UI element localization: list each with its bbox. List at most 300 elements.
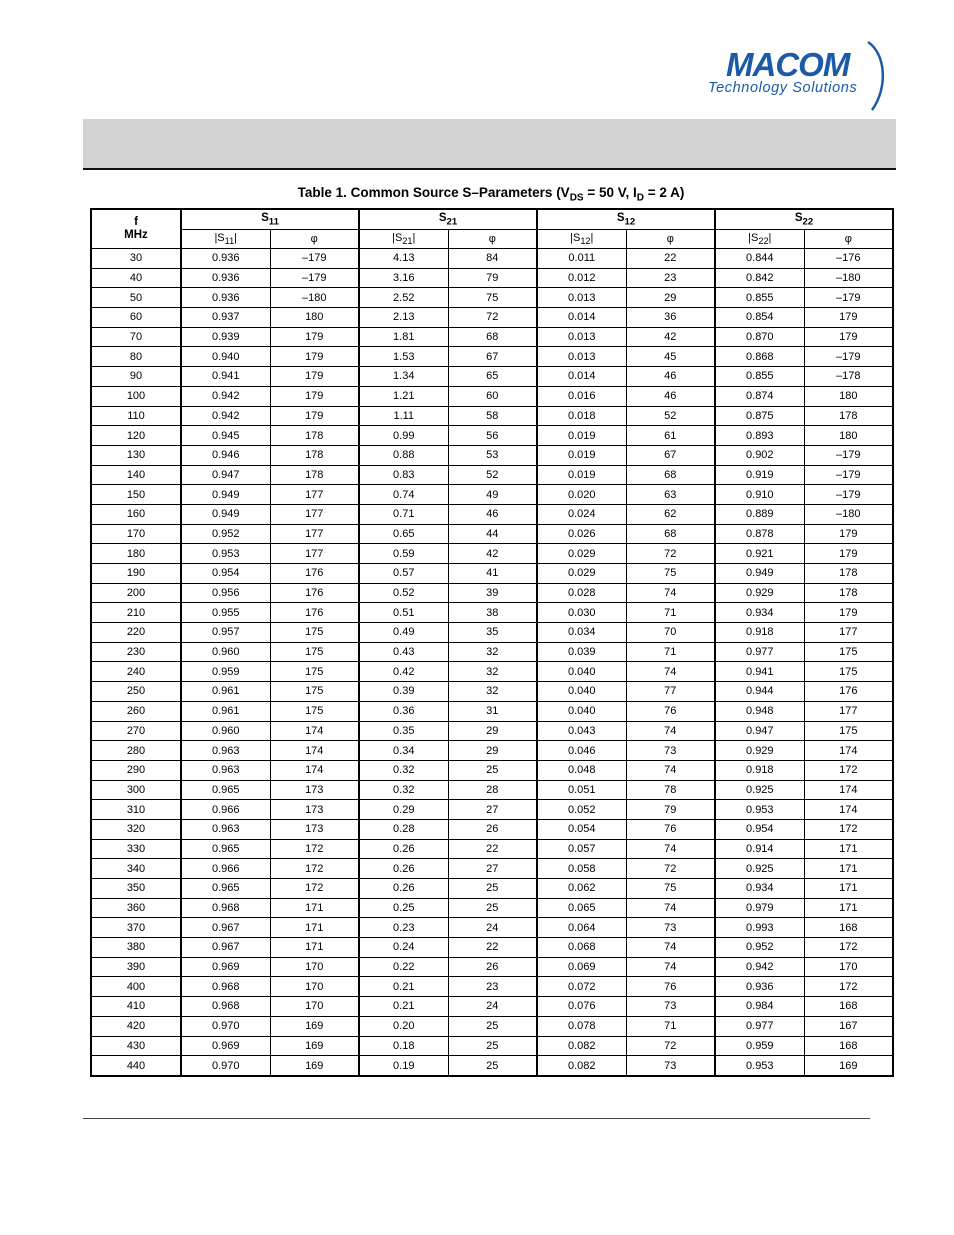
s11-phase-cell: 174 xyxy=(270,760,359,780)
s12-phase-cell: 71 xyxy=(626,1016,715,1036)
s12-mag-cell: 0.024 xyxy=(537,504,626,524)
s21-mag-cell: 0.65 xyxy=(359,524,448,544)
table-row xyxy=(91,367,893,387)
s22-mag-cell: 0.953 xyxy=(715,800,804,820)
s11-phase-cell: 173 xyxy=(270,780,359,800)
s22-mag-cell: 0.944 xyxy=(715,682,804,702)
table-row xyxy=(91,308,893,328)
s21-mag-cell: 0.52 xyxy=(359,583,448,603)
s11-mag-cell: 0.963 xyxy=(181,819,270,839)
s11-phase-cell: 169 xyxy=(270,1056,359,1076)
s11-mag-cell: 0.966 xyxy=(181,800,270,820)
s22-phase-cell: 178 xyxy=(804,564,893,584)
frequency-cell: 270 xyxy=(91,721,181,741)
s21-mag-cell: 3.16 xyxy=(359,268,448,288)
s21-phase-cell: 35 xyxy=(448,623,537,643)
s11-phase-cell: 173 xyxy=(270,819,359,839)
s21-mag-cell: 0.88 xyxy=(359,445,448,465)
frequency-cell: 140 xyxy=(91,465,181,485)
s22-phase-cell: –179 xyxy=(804,288,893,308)
s11-phase-cell: 170 xyxy=(270,957,359,977)
s22-mag-cell: 0.948 xyxy=(715,701,804,721)
s12-phase-cell: 46 xyxy=(626,367,715,387)
frequency-cell: 230 xyxy=(91,642,181,662)
table-row xyxy=(91,642,893,662)
s22-phase-cell: 180 xyxy=(804,386,893,406)
s22-mag-cell: 0.929 xyxy=(715,583,804,603)
s12-mag-cell: 0.082 xyxy=(537,1036,626,1056)
s12-phase-cell: 79 xyxy=(626,800,715,820)
s11-mag-cell: 0.967 xyxy=(181,938,270,958)
s11-mag-cell: 0.960 xyxy=(181,721,270,741)
s12-phase-cell: 76 xyxy=(626,701,715,721)
s12-phase-cell: 68 xyxy=(626,524,715,544)
frequency-cell: 200 xyxy=(91,583,181,603)
s12-phase-cell: 23 xyxy=(626,268,715,288)
s11-mag-cell: 0.968 xyxy=(181,997,270,1017)
s22-phase-cell: –180 xyxy=(804,268,893,288)
s12-mag-cell: 0.040 xyxy=(537,662,626,682)
s22-mag-cell: 0.979 xyxy=(715,898,804,918)
s12-mag-cell: 0.019 xyxy=(537,445,626,465)
group-header-s11: $S_{11}$ xyxy=(181,209,359,230)
s21-mag-cell: 0.19 xyxy=(359,1056,448,1076)
s11-phase-cell: 180 xyxy=(270,308,359,328)
s22-phase-cell: 177 xyxy=(804,623,893,643)
s11-mag-cell: 0.936 xyxy=(181,268,270,288)
s21-phase-cell: 27 xyxy=(448,859,537,879)
frequency-cell: 420 xyxy=(91,1016,181,1036)
logo-wordmark: MACOM xyxy=(726,46,850,83)
s21-mag-cell: 0.83 xyxy=(359,465,448,485)
s21-mag-cell: 0.34 xyxy=(359,741,448,761)
group-header-row xyxy=(91,209,893,230)
s11-phase-cell: 173 xyxy=(270,800,359,820)
s22-mag-cell: 0.855 xyxy=(715,367,804,387)
s22-phase-cell: 172 xyxy=(804,977,893,997)
s11-phase-cell: 175 xyxy=(270,662,359,682)
s22-phase-cell: 168 xyxy=(804,1036,893,1056)
s22-phase-cell: 172 xyxy=(804,819,893,839)
s22-mag-cell: 0.947 xyxy=(715,721,804,741)
table-row xyxy=(91,583,893,603)
frequency-cell: 150 xyxy=(91,485,181,505)
s11-mag-cell: 0.961 xyxy=(181,682,270,702)
s11-phase-cell: 169 xyxy=(270,1016,359,1036)
frequency-cell: 330 xyxy=(91,839,181,859)
table-row xyxy=(91,879,893,899)
s22-mag-cell: 0.977 xyxy=(715,642,804,662)
s11-mag-cell: 0.947 xyxy=(181,465,270,485)
s12-mag-cell: 0.016 xyxy=(537,386,626,406)
s22-mag-cell: 0.934 xyxy=(715,879,804,899)
frequency-cell: 410 xyxy=(91,997,181,1017)
s21-mag-cell: 1.11 xyxy=(359,406,448,426)
s12-mag-cell: 0.018 xyxy=(537,406,626,426)
frequency-cell: 280 xyxy=(91,741,181,761)
s21-phase-cell: 65 xyxy=(448,367,537,387)
mag-header-s11: $|S_{11}|$ xyxy=(181,230,270,249)
s21-phase-cell: 46 xyxy=(448,504,537,524)
s21-mag-cell: 1.34 xyxy=(359,367,448,387)
s22-mag-cell: 0.921 xyxy=(715,544,804,564)
s21-mag-cell: 0.32 xyxy=(359,760,448,780)
s21-phase-cell: 25 xyxy=(448,1036,537,1056)
s21-phase-cell: 32 xyxy=(448,682,537,702)
s11-phase-cell: 171 xyxy=(270,938,359,958)
table-body xyxy=(91,249,893,1076)
s12-phase-cell: 74 xyxy=(626,662,715,682)
s21-phase-cell: 25 xyxy=(448,879,537,899)
s12-mag-cell: 0.068 xyxy=(537,938,626,958)
table-row xyxy=(91,386,893,406)
table-row xyxy=(91,800,893,820)
s21-mag-cell: 0.22 xyxy=(359,957,448,977)
s22-mag-cell: 0.842 xyxy=(715,268,804,288)
table-row xyxy=(91,406,893,426)
s21-phase-cell: 67 xyxy=(448,347,537,367)
s22-phase-cell: 167 xyxy=(804,1016,893,1036)
s12-mag-cell: 0.046 xyxy=(537,741,626,761)
s11-phase-cell: 175 xyxy=(270,623,359,643)
s11-mag-cell: 0.965 xyxy=(181,879,270,899)
s11-phase-cell: 174 xyxy=(270,721,359,741)
frequency-cell: 190 xyxy=(91,564,181,584)
s21-mag-cell: 0.21 xyxy=(359,977,448,997)
s11-mag-cell: 0.965 xyxy=(181,839,270,859)
s11-mag-cell: 0.963 xyxy=(181,760,270,780)
s12-phase-cell: 77 xyxy=(626,682,715,702)
s11-phase-cell: 177 xyxy=(270,504,359,524)
s21-mag-cell: 0.26 xyxy=(359,879,448,899)
s11-mag-cell: 0.970 xyxy=(181,1016,270,1036)
s22-phase-cell: 179 xyxy=(804,524,893,544)
s22-phase-cell: –178 xyxy=(804,367,893,387)
s11-mag-cell: 0.960 xyxy=(181,642,270,662)
s22-phase-cell: 179 xyxy=(804,327,893,347)
s21-mag-cell: 0.29 xyxy=(359,800,448,820)
group-header-s22: $S_{22}$ xyxy=(715,209,893,230)
s22-phase-cell: 178 xyxy=(804,406,893,426)
frequency-header-unit: MHz xyxy=(124,229,148,241)
header-banner xyxy=(83,119,896,168)
s12-phase-cell: 73 xyxy=(626,741,715,761)
frequency-cell: 210 xyxy=(91,603,181,623)
phase-header-s12: φ xyxy=(626,230,715,249)
s21-phase-cell: 26 xyxy=(448,819,537,839)
s12-phase-cell: 72 xyxy=(626,1036,715,1056)
s22-phase-cell: 171 xyxy=(804,898,893,918)
frequency-cell: 50 xyxy=(91,288,181,308)
s22-phase-cell: 175 xyxy=(804,721,893,741)
s22-mag-cell: 0.878 xyxy=(715,524,804,544)
s22-mag-cell: 0.919 xyxy=(715,465,804,485)
s21-mag-cell: 0.21 xyxy=(359,997,448,1017)
s22-mag-cell: 0.902 xyxy=(715,445,804,465)
s12-phase-cell: 76 xyxy=(626,819,715,839)
frequency-cell: 70 xyxy=(91,327,181,347)
s11-phase-cell: –180 xyxy=(270,288,359,308)
s21-phase-cell: 41 xyxy=(448,564,537,584)
s21-mag-cell: 0.59 xyxy=(359,544,448,564)
frequency-cell: 440 xyxy=(91,1056,181,1076)
frequency-header-symbol: f xyxy=(134,216,138,228)
s21-phase-cell: 29 xyxy=(448,721,537,741)
s11-mag-cell: 0.953 xyxy=(181,544,270,564)
s12-phase-cell: 63 xyxy=(626,485,715,505)
s12-mag-cell: 0.029 xyxy=(537,544,626,564)
table-row xyxy=(91,524,893,544)
s12-mag-cell: 0.012 xyxy=(537,268,626,288)
s21-mag-cell: 4.13 xyxy=(359,249,448,269)
s21-phase-cell: 75 xyxy=(448,288,537,308)
table-row xyxy=(91,682,893,702)
caption-vds-sub: DS xyxy=(569,192,584,204)
s21-phase-cell: 24 xyxy=(448,918,537,938)
s22-mag-cell: 0.874 xyxy=(715,386,804,406)
s22-mag-cell: 0.954 xyxy=(715,819,804,839)
s22-mag-cell: 0.949 xyxy=(715,564,804,584)
table-row xyxy=(91,249,893,269)
s12-mag-cell: 0.057 xyxy=(537,839,626,859)
table-row xyxy=(91,997,893,1017)
s22-phase-cell: –179 xyxy=(804,347,893,367)
s21-mag-cell: 0.71 xyxy=(359,504,448,524)
s12-phase-cell: 74 xyxy=(626,583,715,603)
s22-mag-cell: 0.918 xyxy=(715,623,804,643)
frequency-cell: 370 xyxy=(91,918,181,938)
phase-header-s21: φ xyxy=(448,230,537,249)
s22-mag-cell: 0.952 xyxy=(715,938,804,958)
frequency-cell: 260 xyxy=(91,701,181,721)
caption-middle: = 50 V, I xyxy=(583,185,637,200)
s21-mag-cell: 0.74 xyxy=(359,485,448,505)
s12-mag-cell: 0.013 xyxy=(537,288,626,308)
s12-mag-cell: 0.072 xyxy=(537,977,626,997)
s11-mag-cell: 0.961 xyxy=(181,701,270,721)
s21-phase-cell: 49 xyxy=(448,485,537,505)
frequency-cell: 30 xyxy=(91,249,181,269)
s12-phase-cell: 75 xyxy=(626,564,715,584)
s11-mag-cell: 0.956 xyxy=(181,583,270,603)
s12-mag-cell: 0.013 xyxy=(537,347,626,367)
frequency-cell: 130 xyxy=(91,445,181,465)
s12-phase-cell: 72 xyxy=(626,859,715,879)
logo-tagline: Technology Solutions xyxy=(708,80,858,96)
s22-phase-cell: 174 xyxy=(804,780,893,800)
s12-phase-cell: 74 xyxy=(626,839,715,859)
s-parameter-table xyxy=(90,208,894,1077)
s12-mag-cell: 0.040 xyxy=(537,701,626,721)
s21-phase-cell: 27 xyxy=(448,800,537,820)
s12-mag-cell: 0.019 xyxy=(537,465,626,485)
mag-header-s12: $|S_{12}|$ xyxy=(537,230,626,249)
s22-mag-cell: 0.959 xyxy=(715,1036,804,1056)
s11-mag-cell: 0.942 xyxy=(181,406,270,426)
frequency-cell: 240 xyxy=(91,662,181,682)
s21-mag-cell: 0.99 xyxy=(359,426,448,446)
table-row xyxy=(91,741,893,761)
mag-header-s22: $|S_{22}|$ xyxy=(715,230,804,249)
table-row xyxy=(91,918,893,938)
s12-mag-cell: 0.029 xyxy=(537,564,626,584)
s11-mag-cell: 0.936 xyxy=(181,288,270,308)
s22-phase-cell: –180 xyxy=(804,504,893,524)
s21-mag-cell: 0.49 xyxy=(359,623,448,643)
s22-mag-cell: 0.889 xyxy=(715,504,804,524)
table-row xyxy=(91,1016,893,1036)
s11-phase-cell: 171 xyxy=(270,898,359,918)
s11-mag-cell: 0.939 xyxy=(181,327,270,347)
table-row xyxy=(91,603,893,623)
s12-phase-cell: 78 xyxy=(626,780,715,800)
s21-mag-cell: 0.42 xyxy=(359,662,448,682)
s11-phase-cell: 175 xyxy=(270,682,359,702)
s22-phase-cell: 168 xyxy=(804,997,893,1017)
frequency-cell: 90 xyxy=(91,367,181,387)
s12-phase-cell: 72 xyxy=(626,544,715,564)
s11-mag-cell: 0.955 xyxy=(181,603,270,623)
table-row xyxy=(91,1056,893,1076)
s22-phase-cell: 172 xyxy=(804,938,893,958)
s21-phase-cell: 25 xyxy=(448,760,537,780)
s22-phase-cell: 169 xyxy=(804,1056,893,1076)
s22-phase-cell: 168 xyxy=(804,918,893,938)
s11-mag-cell: 0.959 xyxy=(181,662,270,682)
s22-phase-cell: 174 xyxy=(804,741,893,761)
s22-mag-cell: 0.844 xyxy=(715,249,804,269)
s21-mag-cell: 0.18 xyxy=(359,1036,448,1056)
frequency-cell: 100 xyxy=(91,386,181,406)
s21-phase-cell: 24 xyxy=(448,997,537,1017)
s12-mag-cell: 0.043 xyxy=(537,721,626,741)
s12-phase-cell: 73 xyxy=(626,918,715,938)
s12-mag-cell: 0.052 xyxy=(537,800,626,820)
s22-mag-cell: 0.934 xyxy=(715,603,804,623)
frequency-cell: 430 xyxy=(91,1036,181,1056)
s21-phase-cell: 58 xyxy=(448,406,537,426)
s22-phase-cell: 171 xyxy=(804,859,893,879)
frequency-cell: 40 xyxy=(91,268,181,288)
s11-mag-cell: 0.946 xyxy=(181,445,270,465)
table-row xyxy=(91,938,893,958)
s11-mag-cell: 0.965 xyxy=(181,780,270,800)
frequency-cell: 380 xyxy=(91,938,181,958)
s11-phase-cell: 178 xyxy=(270,465,359,485)
table-row xyxy=(91,445,893,465)
s21-phase-cell: 28 xyxy=(448,780,537,800)
frequency-cell: 60 xyxy=(91,308,181,328)
s12-phase-cell: 29 xyxy=(626,288,715,308)
s11-phase-cell: 174 xyxy=(270,741,359,761)
s22-phase-cell: –179 xyxy=(804,445,893,465)
s21-phase-cell: 44 xyxy=(448,524,537,544)
s21-phase-cell: 56 xyxy=(448,426,537,446)
s11-phase-cell: 179 xyxy=(270,367,359,387)
s21-phase-cell: 26 xyxy=(448,957,537,977)
frequency-cell: 220 xyxy=(91,623,181,643)
s12-mag-cell: 0.040 xyxy=(537,682,626,702)
s12-mag-cell: 0.034 xyxy=(537,623,626,643)
s21-mag-cell: 0.23 xyxy=(359,918,448,938)
s21-mag-cell: 0.26 xyxy=(359,859,448,879)
s11-phase-cell: 176 xyxy=(270,564,359,584)
s21-phase-cell: 52 xyxy=(448,465,537,485)
s22-phase-cell: 175 xyxy=(804,662,893,682)
s11-phase-cell: 175 xyxy=(270,701,359,721)
s11-mag-cell: 0.966 xyxy=(181,859,270,879)
table-row xyxy=(91,544,893,564)
s12-phase-cell: 74 xyxy=(626,721,715,741)
s21-phase-cell: 60 xyxy=(448,386,537,406)
s12-mag-cell: 0.082 xyxy=(537,1056,626,1076)
s11-phase-cell: 175 xyxy=(270,642,359,662)
table-row xyxy=(91,485,893,505)
s22-mag-cell: 0.875 xyxy=(715,406,804,426)
s12-mag-cell: 0.028 xyxy=(537,583,626,603)
s22-phase-cell: 175 xyxy=(804,642,893,662)
frequency-cell: 320 xyxy=(91,819,181,839)
s22-mag-cell: 0.993 xyxy=(715,918,804,938)
s12-mag-cell: 0.019 xyxy=(537,426,626,446)
s22-phase-cell: 179 xyxy=(804,308,893,328)
s21-mag-cell: 0.32 xyxy=(359,780,448,800)
s21-phase-cell: 25 xyxy=(448,1016,537,1036)
table-row xyxy=(91,721,893,741)
s21-mag-cell: 0.20 xyxy=(359,1016,448,1036)
s11-mag-cell: 0.949 xyxy=(181,485,270,505)
frequency-cell: 290 xyxy=(91,760,181,780)
s21-mag-cell: 0.24 xyxy=(359,938,448,958)
s11-phase-cell: 169 xyxy=(270,1036,359,1056)
s21-phase-cell: 31 xyxy=(448,701,537,721)
s12-mag-cell: 0.078 xyxy=(537,1016,626,1036)
s11-mag-cell: 0.968 xyxy=(181,977,270,997)
s11-mag-cell: 0.952 xyxy=(181,524,270,544)
s21-phase-cell: 53 xyxy=(448,445,537,465)
s12-phase-cell: 68 xyxy=(626,465,715,485)
s22-mag-cell: 0.977 xyxy=(715,1016,804,1036)
s21-phase-cell: 84 xyxy=(448,249,537,269)
s22-phase-cell: 172 xyxy=(804,760,893,780)
table-row xyxy=(91,780,893,800)
s11-mag-cell: 0.957 xyxy=(181,623,270,643)
s12-mag-cell: 0.013 xyxy=(537,327,626,347)
table-row xyxy=(91,839,893,859)
table-row xyxy=(91,1036,893,1056)
s22-mag-cell: 0.918 xyxy=(715,760,804,780)
s11-phase-cell: 176 xyxy=(270,583,359,603)
s12-mag-cell: 0.014 xyxy=(537,367,626,387)
s21-mag-cell: 1.53 xyxy=(359,347,448,367)
s22-mag-cell: 0.942 xyxy=(715,957,804,977)
s11-phase-cell: 177 xyxy=(270,524,359,544)
s11-mag-cell: 0.969 xyxy=(181,957,270,977)
table-row xyxy=(91,288,893,308)
macom-logo xyxy=(700,40,900,115)
s21-phase-cell: 25 xyxy=(448,898,537,918)
s12-phase-cell: 74 xyxy=(626,898,715,918)
s22-phase-cell: –179 xyxy=(804,465,893,485)
s12-phase-cell: 45 xyxy=(626,347,715,367)
s11-phase-cell: 172 xyxy=(270,859,359,879)
table-row xyxy=(91,465,893,485)
table-row xyxy=(91,327,893,347)
s22-phase-cell: 179 xyxy=(804,603,893,623)
frequency-cell: 400 xyxy=(91,977,181,997)
s12-phase-cell: 70 xyxy=(626,623,715,643)
header-rule xyxy=(83,168,896,170)
